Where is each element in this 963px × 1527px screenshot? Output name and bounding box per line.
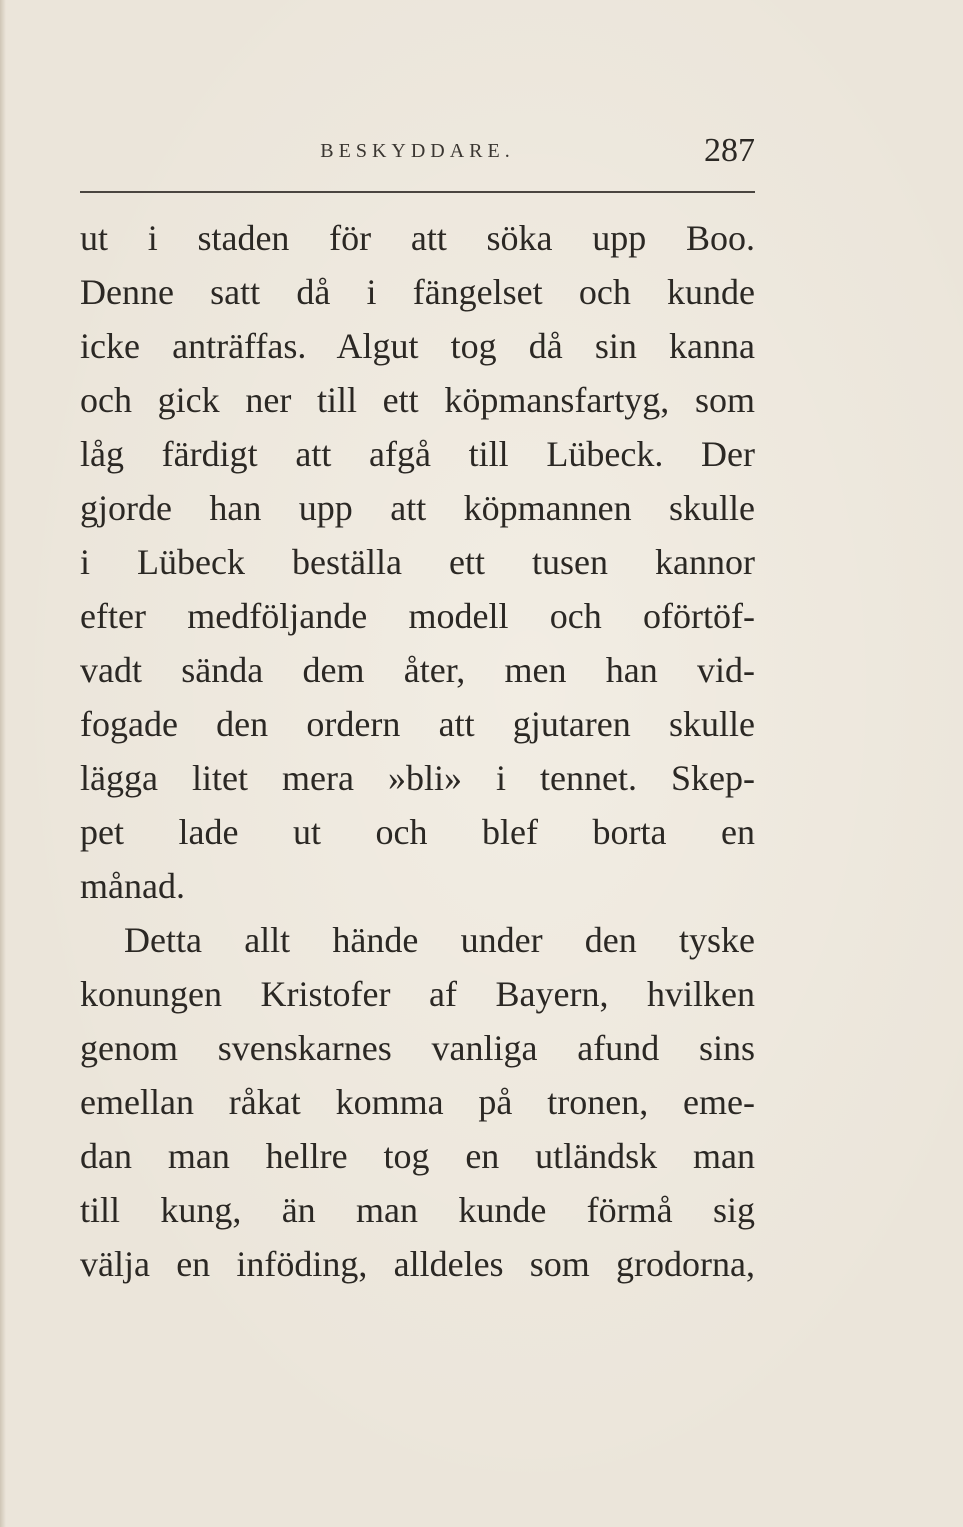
running-head (80, 128, 755, 180)
text-line: fogade den ordern att gjutaren skulle (80, 704, 755, 744)
page-edge-shadow (0, 0, 6, 1527)
text-line: genom svenskarnes vanliga afund sins (80, 1028, 755, 1068)
text-line: konungen Kristofer af Bayern, hvilken (80, 974, 755, 1014)
text-line: vadt sända dem åter, men han vid- (80, 650, 755, 690)
text-line: efter medföljande modell och oförtöf- (80, 596, 755, 636)
text-line: välja en inföding, alldeles som grodorna, (80, 1244, 755, 1284)
text-line: månad. (80, 866, 185, 906)
page-number: 287 (704, 132, 755, 169)
text-line: låg färdigt att afgå till Lübeck. Der (80, 434, 755, 474)
text-line: Detta allt hände under den tyske (124, 920, 755, 960)
header-rule (80, 191, 755, 193)
text-line: och gick ner till ett köpmansfartyg, som (80, 380, 755, 420)
text-line: ut i staden för att söka upp Boo. (80, 218, 755, 258)
text-line: Denne satt då i fängelset och kunde (80, 272, 755, 312)
text-line: icke anträffas. Algut tog då sin kanna (80, 326, 755, 366)
text-line: dan man hellre tog en utländsk man (80, 1136, 755, 1176)
text-line: pet lade ut och blef borta en (80, 812, 755, 852)
text-line: gjorde han upp att köpmannen skulle (80, 488, 755, 528)
text-line: emellan råkat komma på tronen, eme- (80, 1082, 755, 1122)
text-line: till kung, än man kunde förmå sig (80, 1190, 755, 1230)
body-text (80, 211, 755, 1291)
running-title: BESKYDDARE. (320, 140, 515, 162)
text-line: i Lübeck beställa ett tusen kannor (80, 542, 755, 582)
text-line: lägga litet mera »bli» i tennet. Skep- (80, 758, 755, 798)
